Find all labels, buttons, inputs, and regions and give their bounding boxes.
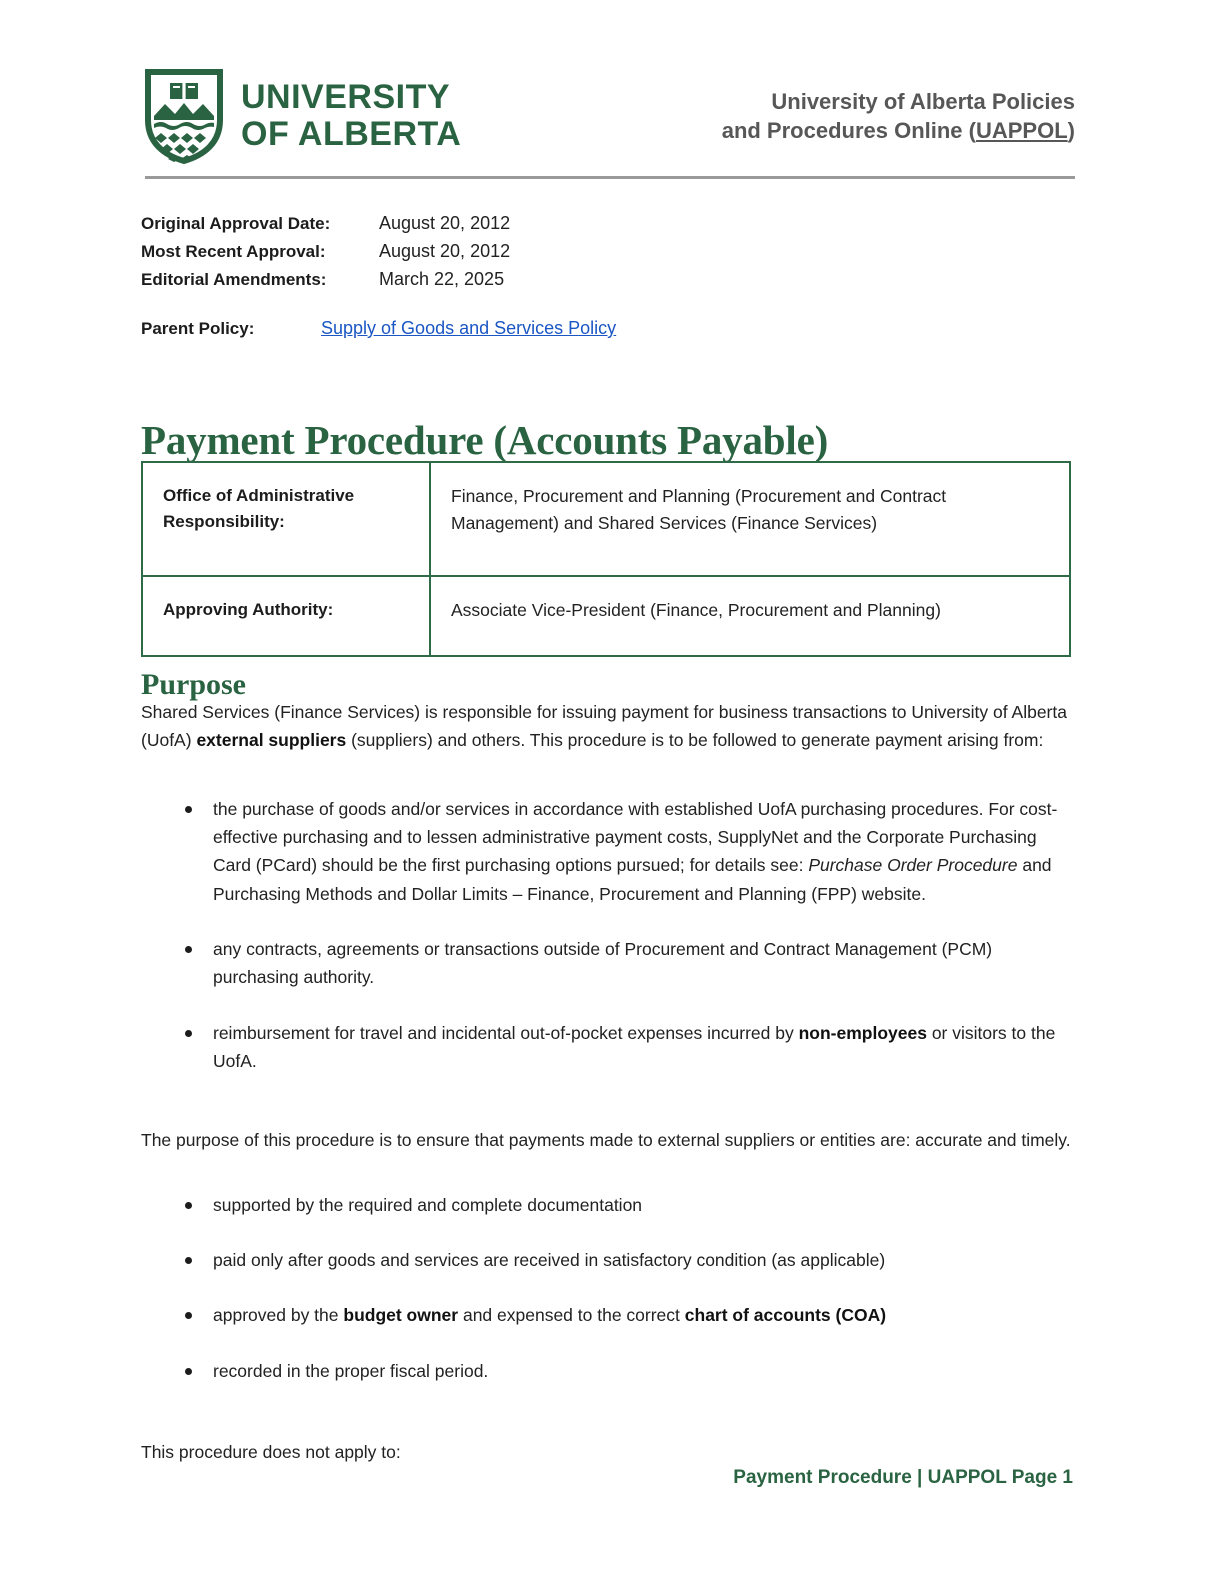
purpose-bullet-list-2 <box>141 1191 1073 1385</box>
purpose-mid-paragraph: The purpose of this procedure is to ensure that payments made to external suppliers or entities are: accurate and timely. <box>141 1130 1071 1151</box>
purpose-intro-paragraph <box>141 698 1073 755</box>
section-heading-purpose: Purpose <box>141 667 246 701</box>
university-brand <box>145 68 461 164</box>
bullet-3-text-b: or visitors to the UofA. <box>213 1022 1056 1072</box>
list-item <box>141 1019 1073 1076</box>
university-wordmark <box>241 79 461 152</box>
document-metadata <box>141 214 1071 347</box>
purpose-closing-paragraph: This procedure does not apply to: <box>141 1442 401 1463</box>
bullet-6-text-a: approved by the <box>213 1305 344 1326</box>
bullet-3-text-a: reimbursement for travel and incidental out-of-pocket expenses incurred by <box>213 1022 799 1043</box>
bullet-1-italic-reference: Purchase Order Procedure <box>808 855 1018 876</box>
header-divider <box>145 176 1075 179</box>
metadata-row <box>141 242 1071 260</box>
editorial-amendments-value: March 22, 2025 <box>379 269 505 289</box>
bullet-6-text-mid: and expensed to the correct <box>458 1305 685 1326</box>
purpose-intro-part-1: Shared Services (Finance Services) is responsible for issuing payment for business transactions to University of Alberta (UofA) <box>141 702 1067 751</box>
uappol-title-line-2 <box>722 116 1075 145</box>
bullet-1-text-b: and Purchasing Methods and Dollar Limits – Finance, Procurement and Planning (FPP) website. <box>213 855 1052 904</box>
bullet-6-bold-chart-of-accounts: chart of accounts (COA) <box>684 1305 887 1326</box>
spacer <box>141 1102 1073 1126</box>
parent-policy-row <box>141 319 1071 337</box>
spacer <box>141 773 1073 795</box>
uappol-title-prefix: and Procedures Online ( <box>721 118 976 143</box>
uappol-header-title <box>722 87 1075 145</box>
table-row <box>142 462 1070 576</box>
list-item <box>141 1246 1073 1274</box>
university-shield-logo-icon <box>145 68 223 164</box>
spacer <box>141 1169 1073 1191</box>
most-recent-approval-label: Most Recent Approval: <box>141 242 326 261</box>
bullet-5-text: paid only after goods and services are received in satisfactory condition (as applicable) <box>213 1250 886 1271</box>
metadata-row <box>141 214 1071 232</box>
approving-authority-label: Approving Authority: <box>142 576 430 656</box>
purpose-intro-bold: external suppliers <box>196 730 347 751</box>
original-approval-date-label: Original Approval Date: <box>141 214 331 233</box>
office-of-administrative-responsibility-value: Finance, Procurement and Planning (Procurement and Contract Management) and Shared Services (Finance Services) <box>430 462 1070 576</box>
list-item <box>141 795 1073 908</box>
bullet-3-bold: non-employees <box>798 1022 927 1043</box>
table-row <box>142 576 1070 656</box>
list-item <box>141 1301 1073 1329</box>
list-item <box>141 1191 1073 1219</box>
most-recent-approval-value: August 20, 2012 <box>379 241 511 261</box>
approving-authority-value: Associate Vice-President (Finance, Procurement and Planning) <box>430 576 1070 656</box>
page-header <box>145 62 1075 170</box>
office-of-administrative-responsibility-label: Office of Administrative Responsibility: <box>142 462 430 576</box>
bullet-7-text: recorded in the proper fiscal period. <box>213 1360 489 1381</box>
page-footer: Payment Procedure | UAPPOL Page 1 <box>733 1467 1073 1488</box>
uappol-title-line-1: University of Alberta Policies <box>771 88 1075 114</box>
parent-policy-link[interactable]: Supply of Goods and Services Policy <box>321 318 617 338</box>
metadata-row <box>141 270 1071 288</box>
uappol-acronym: UAPPOL <box>975 118 1068 143</box>
purpose-bullet-list-1 <box>141 795 1073 1076</box>
page-title: Payment Procedure (Accounts Payable) <box>141 417 829 464</box>
purpose-intro-part-2: (suppliers) and others. This procedure is to be followed to generate payment arising from: <box>346 730 1044 751</box>
wordmark-line-2: OF ALBERTA <box>241 115 462 153</box>
bullet-6-bold-budget-owner: budget owner <box>343 1305 459 1326</box>
uappol-title-suffix: ) <box>1067 118 1075 143</box>
bullet-1-text-a: the purchase of goods and/or services in accordance with established UofA purchasing procedures. For cost-effective purchasing and to lessen administrative payment costs, SupplyNet and the Corporate Purchasing Card (PCard) should be the first purchasing options pursued; for details see: <box>213 798 1058 876</box>
editorial-amendments-label: Editorial Amendments: <box>141 270 327 289</box>
bullet-2-text-a: any contracts, agreements or transactions outside of Procurement and Contract Management (PCM) purchasing authority. <box>213 939 993 988</box>
spacer <box>141 1412 1073 1438</box>
wordmark-line-1: UNIVERSITY <box>241 78 451 117</box>
list-item <box>141 935 1073 992</box>
bullet-4-text: supported by the required and complete documentation <box>213 1194 643 1215</box>
original-approval-date-value: August 20, 2012 <box>379 213 511 233</box>
list-item <box>141 1357 1073 1385</box>
parent-policy-label: Parent Policy: <box>141 319 255 338</box>
responsibility-table <box>141 461 1071 657</box>
purpose-body <box>141 698 1073 1485</box>
